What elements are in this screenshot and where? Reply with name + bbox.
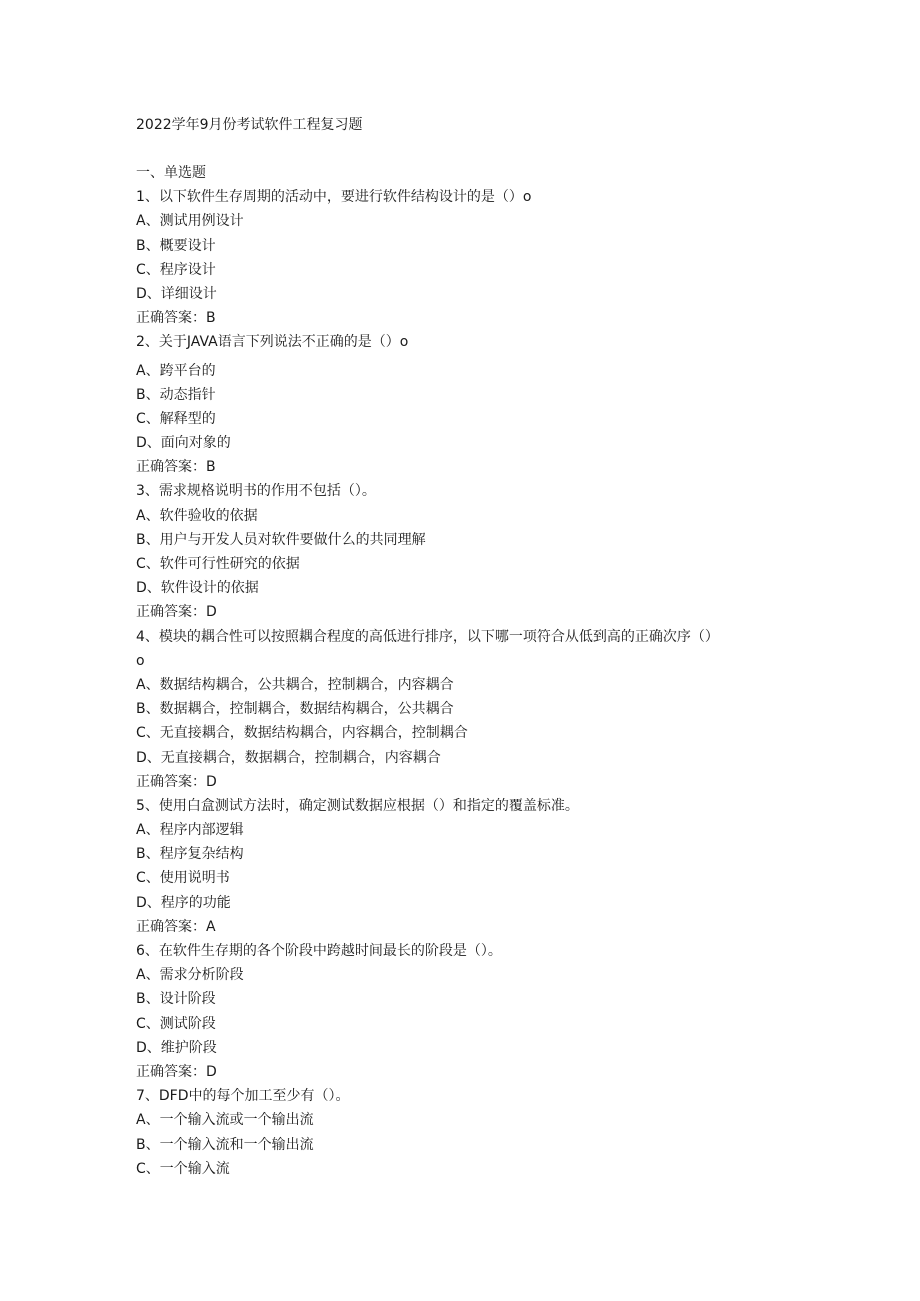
question-7 xyxy=(136,1084,796,1181)
option-c: C、软件可行性研究的依据 xyxy=(136,556,300,572)
option-b: B、一个输入流和一个输出流 xyxy=(136,1136,314,1153)
question-stem: 3、需求规格说明书的作用不包括（）。 xyxy=(136,483,376,500)
question-3 xyxy=(136,479,796,624)
option-d: D、详细设计 xyxy=(136,285,217,302)
question-stem: 6、在软件生存期的各个阶段中跨越时间最长的阶段是（）。 xyxy=(136,943,502,959)
option-a: A、程序内部逻辑 xyxy=(136,822,244,839)
option-a: A、一个输入流或一个输出流 xyxy=(136,1112,314,1129)
question-stem-continuation: o xyxy=(136,652,145,669)
question-1 xyxy=(136,185,796,330)
answer: 正确答案：D xyxy=(136,773,217,790)
option-a: A、需求分析阶段 xyxy=(136,967,244,984)
answer: 正确答案：B xyxy=(136,459,216,476)
option-d: D、面向对象的 xyxy=(136,435,231,452)
document-title: 2022学年9月份考试软件工程复习题 xyxy=(136,117,363,133)
option-b: B、用户与开发人员对软件要做什么的共同理解 xyxy=(136,531,426,548)
option-b: B、概要设计 xyxy=(136,237,216,254)
answer: 正确答案：D xyxy=(136,1063,217,1080)
option-b: B、动态指针 xyxy=(136,386,216,403)
answer: 正确答案：B xyxy=(136,310,216,327)
section-heading: 一、单选题 xyxy=(136,165,206,181)
option-a: A、软件验收的依据 xyxy=(136,507,258,524)
option-a: A、测试用例设计 xyxy=(136,213,244,230)
option-d: D、软件设计的依据 xyxy=(136,580,259,597)
option-b: B、程序复杂结构 xyxy=(136,846,244,863)
answer: 正确答案：A xyxy=(136,918,216,935)
question-stem: 5、使用白盒测试方法时，确定测试数据应根据（）和指定的覆盖标准。 xyxy=(136,797,579,814)
document-body xyxy=(136,113,796,1181)
option-a: A、跨平台的 xyxy=(136,362,216,379)
option-c: C、一个输入流 xyxy=(136,1160,230,1177)
question-stem: 1、以下软件生存周期的活动中，要进行软件结构设计的是（）o xyxy=(136,189,532,206)
question-6 xyxy=(136,939,796,1084)
option-c: C、测试阶段 xyxy=(136,1015,216,1032)
option-a: A、数据结构耦合，公共耦合，控制耦合，内容耦合 xyxy=(136,676,454,693)
option-b: B、数据耦合，控制耦合，数据结构耦合，公共耦合 xyxy=(136,701,454,718)
option-c: C、程序设计 xyxy=(136,261,216,278)
option-b: B、设计阶段 xyxy=(136,991,216,1008)
question-stem: 7、DFD中的每个加工至少有（）。 xyxy=(136,1088,350,1105)
option-d: D、程序的功能 xyxy=(136,894,231,911)
option-d: D、无直接耦合，数据耦合，控制耦合，内容耦合 xyxy=(136,749,441,766)
option-c: C、无直接耦合，数据结构耦合，内容耦合，控制耦合 xyxy=(136,725,468,742)
option-c: C、解释型的 xyxy=(136,410,216,427)
question-2 xyxy=(136,330,796,479)
question-5 xyxy=(136,794,796,939)
question-stem: 2、关于JAVA语言下列说法不正确的是（）o xyxy=(136,334,409,351)
question-stem: 4、模块的耦合性可以按照耦合程度的高低进行排序，以下哪一项符合从低到高的正确次序（） xyxy=(136,628,719,645)
option-c: C、使用说明书 xyxy=(136,870,230,887)
option-d: D、维护阶段 xyxy=(136,1039,217,1056)
question-4 xyxy=(136,625,796,794)
answer: 正确答案：D xyxy=(136,604,217,621)
